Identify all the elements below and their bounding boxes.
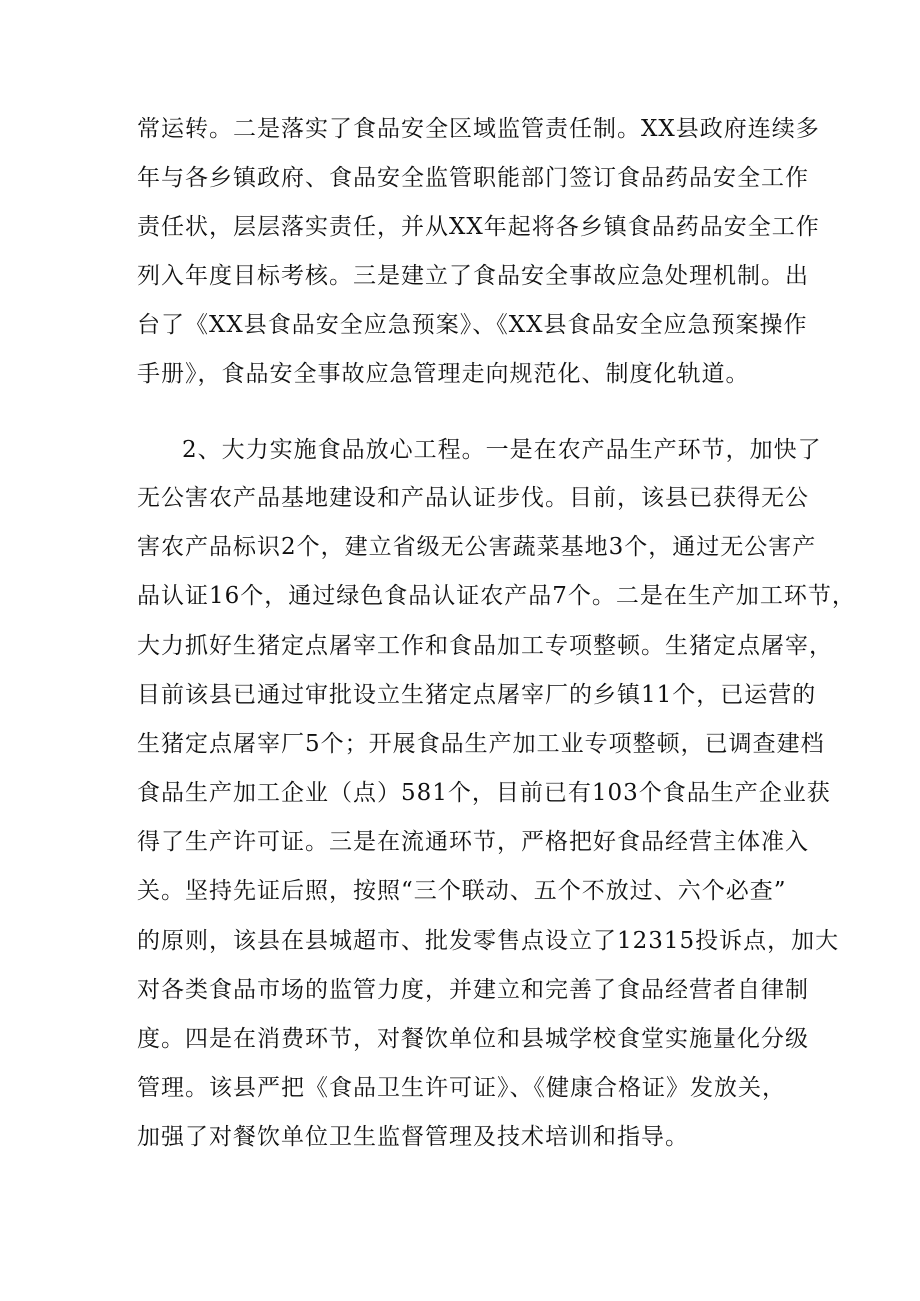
text-line: 生猪定点屠宰厂5个；开展食品生产加工业专项整顿，已调查建档 — [137, 731, 825, 757]
text-line: 2、大力实施食品放心工程。一是在农产品生产环节，加快了 — [182, 437, 822, 463]
text-line: 的原则，该县在县城超市、批发零售点设立了12315投诉点，加大 — [137, 928, 840, 954]
text-line: 年与各乡镇政府、食品安全监管职能部门签订食品药品安全工作 — [137, 165, 809, 191]
text-line: 得了生产许可证。三是在流通环节，严格把好食品经营主体准入 — [137, 829, 809, 855]
text-line: 食品生产加工企业（点）581个，目前已有103个食品生产企业获 — [137, 780, 831, 806]
text-line: 大力抓好生猪定点屠宰工作和食品加工专项整顿。生猪定点屠宰， — [137, 633, 833, 659]
text-line: 目前该县已通过审批设立生猪定点屠宰厂的乡镇11个，已运营的 — [137, 682, 817, 708]
text-line: 加强了对餐饮单位卫生监督管理及技术培训和指导。 — [137, 1124, 689, 1150]
text-line: 列入年度目标考核。三是建立了食品安全事故应急处理机制。出 — [137, 263, 809, 289]
text-line: 管理。该县严把《食品卫生许可证》、《健康合格证》发放关， — [137, 1075, 786, 1101]
text-line: 品认证16个，通过绿色食品认证农产品7个。二是在生产加工环节， — [137, 583, 856, 609]
text-line: 台了《XX县食品安全应急预案》、《XX县食品安全应急预案操作 — [137, 312, 808, 338]
text-line: 度。四是在消费环节，对餐饮单位和县城学校食堂实施量化分级 — [137, 1026, 809, 1052]
text-line: 对各类食品市场的监管力度，并建立和完善了食品经营者自律制 — [137, 977, 809, 1003]
text-line: 常运转。二是落实了食品安全区域监管责任制。XX县政府连续多 — [137, 116, 820, 142]
text-line: 手册》，食品安全事故应急管理走向规范化、制度化轨道。 — [137, 361, 750, 387]
text-line: 关。坚持先证后照，按照“三个联动、五个不放过、六个必查” — [137, 878, 787, 904]
text-line: 害农产品标识2个，建立省级无公害蔬菜基地3个，通过无公害产 — [137, 534, 817, 560]
text-line: 责任状，层层落实责任，并从XX年起将各乡镇食品药品安全工作 — [137, 214, 820, 240]
text-line: 无公害农产品基地建设和产品认证步伐。目前，该县已获得无公 — [137, 485, 809, 511]
